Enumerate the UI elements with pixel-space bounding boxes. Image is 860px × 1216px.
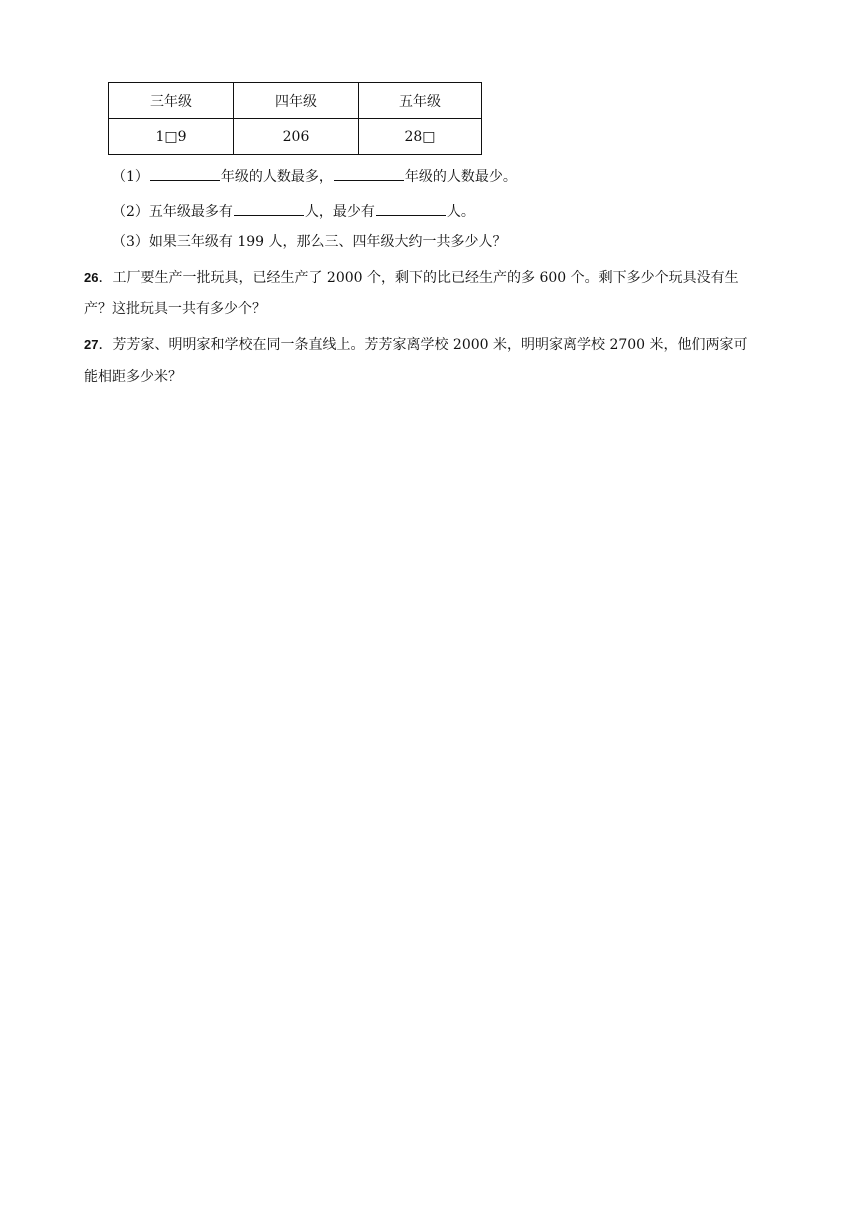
question-number: 27 bbox=[84, 337, 99, 352]
answer-blank[interactable] bbox=[376, 201, 446, 216]
question-26-line-2 bbox=[84, 299, 266, 319]
sub-question-1-prefix: （1） bbox=[112, 169, 149, 185]
table-header-cell: 五年级 bbox=[359, 83, 482, 119]
question-text: ．芳芳家、明明家和学校在同一条直线上。芳芳家离学校 2000 米，明明家离学校 2700 米，他们两家可 bbox=[98, 337, 748, 353]
sub-question-1 bbox=[112, 166, 517, 187]
table-cell: 1□9 bbox=[109, 119, 234, 155]
question-26-line-1 bbox=[84, 268, 739, 288]
question-27-line-2 bbox=[84, 367, 182, 387]
table-cell: 28□ bbox=[359, 119, 482, 155]
sub-question-1-mid: 年级的人数最多， bbox=[220, 169, 333, 185]
table-cell: 206 bbox=[234, 119, 359, 155]
question-number: 26 bbox=[84, 270, 99, 285]
sub-question-2-suffix: 人。 bbox=[446, 204, 475, 220]
sub-question-2-mid: 人，最少有 bbox=[304, 204, 375, 220]
table-header-cell: 四年级 bbox=[234, 83, 359, 119]
answer-blank[interactable] bbox=[234, 201, 304, 216]
sub-question-2 bbox=[112, 201, 475, 222]
question-text: 产？这批玩具一共有多少个？ bbox=[84, 301, 266, 317]
grade-count-table bbox=[108, 82, 482, 155]
question-text: 能相距多少米？ bbox=[84, 369, 182, 385]
sub-question-2-prefix: （2）五年级最多有 bbox=[112, 204, 233, 220]
answer-blank[interactable] bbox=[150, 166, 220, 181]
table-row bbox=[109, 119, 482, 155]
sub-question-1-suffix: 年级的人数最少。 bbox=[404, 169, 517, 185]
table-header-cell: 三年级 bbox=[109, 83, 234, 119]
question-text: ．工厂要生产一批玩具，已经生产了 2000 个，剩下的比已经生产的多 600 个。剩下多少个玩具没有生 bbox=[98, 270, 739, 286]
answer-blank[interactable] bbox=[334, 166, 404, 181]
sub-question-3-text: （3）如果三年级有 199 人，那么三、四年级大约一共多少人？ bbox=[112, 234, 507, 250]
sub-question-3 bbox=[112, 232, 507, 252]
question-27-line-1 bbox=[84, 335, 748, 355]
table-header-row bbox=[109, 83, 482, 119]
